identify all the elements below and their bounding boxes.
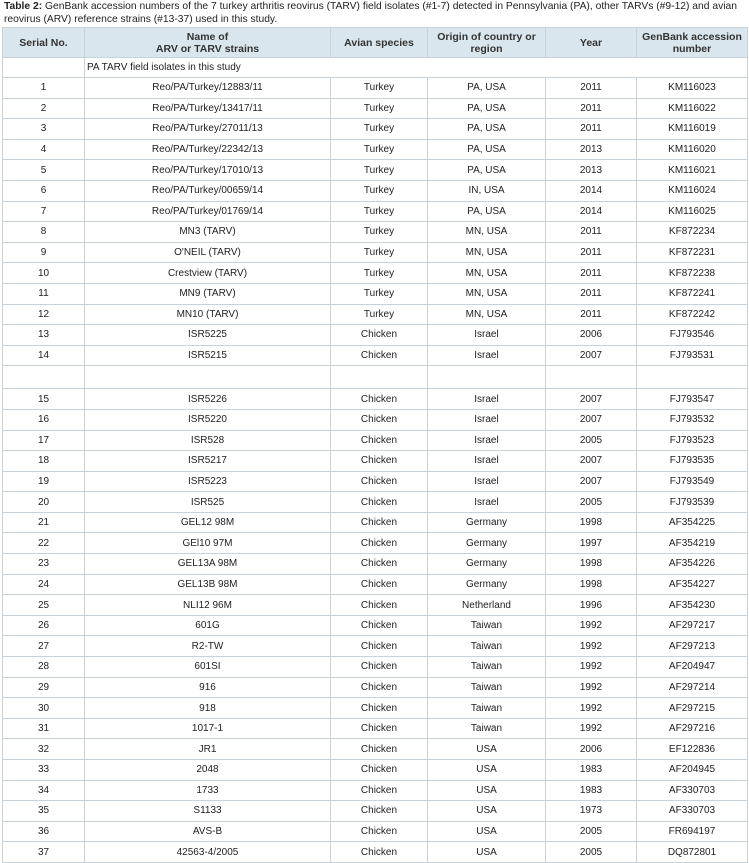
cell-species: Turkey (331, 98, 428, 119)
table-row (3, 242, 748, 263)
cell-serial: 3 (3, 119, 85, 140)
cell-accession: DQ872801 (637, 842, 748, 863)
cell-accession: FR694197 (637, 821, 748, 842)
table-row (3, 430, 748, 451)
cell-strain-name: GEl10 97M (85, 533, 331, 554)
cell-strain-name: ISR5226 (85, 389, 331, 410)
cell-species: Chicken (331, 780, 428, 801)
cell-origin: Taiwan (428, 657, 546, 678)
cell-year: 1992 (546, 677, 637, 698)
cell-serial: 5 (3, 160, 85, 181)
cell-strain-name: Reo/PA/Turkey/22342/13 (85, 139, 331, 160)
cell-year: 2007 (546, 451, 637, 472)
cell-origin: Germany (428, 533, 546, 554)
cell-year: 2005 (546, 821, 637, 842)
cell-strain-name: O'NEIL (TARV) (85, 242, 331, 263)
cell-serial: 4 (3, 139, 85, 160)
cell-origin: Taiwan (428, 615, 546, 636)
cell-species: Chicken (331, 512, 428, 533)
cell-species: Chicken (331, 718, 428, 739)
cell-year: 2011 (546, 222, 637, 243)
header-serial: Serial No. (3, 28, 85, 58)
cell-species: Chicken (331, 533, 428, 554)
cell-accession: KM116019 (637, 119, 748, 140)
cell-strain-name: S1133 (85, 801, 331, 822)
cell-origin: PA, USA (428, 160, 546, 181)
cell-origin: Israel (428, 325, 546, 346)
table-row (3, 119, 748, 140)
cell-species: Chicken (331, 325, 428, 346)
cell-year: 2011 (546, 119, 637, 140)
cell-origin: PA, USA (428, 119, 546, 140)
cell-species: Chicken (331, 657, 428, 678)
cell-origin: PA, USA (428, 139, 546, 160)
cell-serial: 33 (3, 760, 85, 781)
cell-species: Turkey (331, 119, 428, 140)
table-caption (0, 0, 749, 27)
cell-species: Chicken (331, 345, 428, 366)
cell-year: 2006 (546, 739, 637, 760)
table-row (3, 801, 748, 822)
cell-serial: 25 (3, 595, 85, 616)
cell-origin: USA (428, 842, 546, 863)
cell-strain-name: Reo/PA/Turkey/12883/11 (85, 78, 331, 99)
cell-strain-name: Crestview (TARV) (85, 263, 331, 284)
cell-serial: 1 (3, 78, 85, 99)
cell-origin: Israel (428, 451, 546, 472)
cell-year: 1992 (546, 718, 637, 739)
header-species: Avian species (331, 28, 428, 58)
cell-accession: AF354219 (637, 533, 748, 554)
cell-origin: Taiwan (428, 636, 546, 657)
cell-serial: 13 (3, 325, 85, 346)
cell-accession: KF872231 (637, 242, 748, 263)
cell-serial: 27 (3, 636, 85, 657)
cell-serial: 19 (3, 471, 85, 492)
cell-origin: USA (428, 801, 546, 822)
cell-accession: AF330703 (637, 780, 748, 801)
cell-serial: 30 (3, 698, 85, 719)
cell-accession: AF354230 (637, 595, 748, 616)
table-row (3, 283, 748, 304)
cell-strain-name: ISR5217 (85, 451, 331, 472)
table-row (3, 345, 748, 366)
cell-species: Chicken (331, 389, 428, 410)
table-row (3, 492, 748, 513)
cell-serial: 35 (3, 801, 85, 822)
cell-serial: 9 (3, 242, 85, 263)
cell-origin: MN, USA (428, 283, 546, 304)
cell-accession: AF330703 (637, 801, 748, 822)
cell-serial: 2 (3, 98, 85, 119)
cell-origin: Israel (428, 471, 546, 492)
cell-strain-name: NLI12 96M (85, 595, 331, 616)
cell-origin: USA (428, 821, 546, 842)
table-row (3, 512, 748, 533)
cell-serial: 23 (3, 554, 85, 575)
cell-origin: USA (428, 739, 546, 760)
table-break-row (3, 366, 748, 389)
cell-origin: Israel (428, 492, 546, 513)
cell-accession: AF297214 (637, 677, 748, 698)
header-name: Name of ARV or TARV strains (85, 28, 331, 58)
table-row (3, 739, 748, 760)
cell-year: 2013 (546, 160, 637, 181)
genbank-table (2, 27, 748, 863)
cell-accession: KF872242 (637, 304, 748, 325)
cell-accession: FJ793531 (637, 345, 748, 366)
cell-accession: FJ793535 (637, 451, 748, 472)
cell-serial: 34 (3, 780, 85, 801)
cell-accession: FJ793523 (637, 430, 748, 451)
cell-year: 2014 (546, 201, 637, 222)
cell-accession: KF872241 (637, 283, 748, 304)
cell-year: 2013 (546, 139, 637, 160)
cell-year: 2011 (546, 78, 637, 99)
cell-accession: KF872234 (637, 222, 748, 243)
table-row (3, 718, 748, 739)
cell-accession: AF297216 (637, 718, 748, 739)
cell-species: Chicken (331, 698, 428, 719)
cell-year: 1992 (546, 636, 637, 657)
cell-year: 1983 (546, 780, 637, 801)
table-row (3, 615, 748, 636)
cell-species: Turkey (331, 160, 428, 181)
cell-strain-name: ISR528 (85, 430, 331, 451)
cell-year: 2007 (546, 345, 637, 366)
cell-accession: FJ793547 (637, 389, 748, 410)
table-row (3, 304, 748, 325)
cell-species: Turkey (331, 263, 428, 284)
cell-origin: MN, USA (428, 263, 546, 284)
cell-species: Chicken (331, 471, 428, 492)
cell-serial: 10 (3, 263, 85, 284)
cell-year: 2005 (546, 492, 637, 513)
cell-origin: IN, USA (428, 180, 546, 201)
cell-accession: FJ793539 (637, 492, 748, 513)
cell-serial: 15 (3, 389, 85, 410)
table-row (3, 471, 748, 492)
cell-strain-name: ISR5215 (85, 345, 331, 366)
cell-year: 2011 (546, 98, 637, 119)
cell-strain-name: Reo/PA/Turkey/13417/11 (85, 98, 331, 119)
cell-accession: KM116022 (637, 98, 748, 119)
cell-origin: PA, USA (428, 201, 546, 222)
table-row (3, 698, 748, 719)
cell-year: 2007 (546, 471, 637, 492)
cell-species: Chicken (331, 574, 428, 595)
cell-species: Chicken (331, 595, 428, 616)
table-row (3, 821, 748, 842)
cell-origin: Germany (428, 574, 546, 595)
cell-strain-name: 1733 (85, 780, 331, 801)
cell-serial: 31 (3, 718, 85, 739)
cell-serial: 8 (3, 222, 85, 243)
cell-accession: AF354227 (637, 574, 748, 595)
cell-serial: 36 (3, 821, 85, 842)
cell-serial: 20 (3, 492, 85, 513)
header-year: Year (546, 28, 637, 58)
cell-strain-name: 42563-4/2005 (85, 842, 331, 863)
table-row (3, 78, 748, 99)
cell-year: 1992 (546, 657, 637, 678)
header-origin: Origin of country or region (428, 28, 546, 58)
cell-origin: MN, USA (428, 222, 546, 243)
cell-serial: 26 (3, 615, 85, 636)
cell-origin: Taiwan (428, 677, 546, 698)
table-row (3, 389, 748, 410)
cell-accession: FJ793546 (637, 325, 748, 346)
caption-label: Table 2: (4, 1, 43, 12)
cell-origin: PA, USA (428, 78, 546, 99)
table-row (3, 222, 748, 243)
cell-year: 1973 (546, 801, 637, 822)
cell-origin: Israel (428, 409, 546, 430)
cell-species: Turkey (331, 180, 428, 201)
cell-serial: 32 (3, 739, 85, 760)
cell-strain-name: Reo/PA/Turkey/00659/14 (85, 180, 331, 201)
cell-origin: Israel (428, 345, 546, 366)
cell-origin: MN, USA (428, 242, 546, 263)
cell-strain-name: Reo/PA/Turkey/17010/13 (85, 160, 331, 181)
cell-species: Chicken (331, 760, 428, 781)
cell-origin: Netherland (428, 595, 546, 616)
cell-strain-name: AVS-B (85, 821, 331, 842)
cell-year: 2011 (546, 283, 637, 304)
cell-origin: USA (428, 760, 546, 781)
cell-year: 1997 (546, 533, 637, 554)
cell-origin: Taiwan (428, 698, 546, 719)
cell-strain-name: 2048 (85, 760, 331, 781)
cell-year: 2011 (546, 304, 637, 325)
cell-accession: FJ793532 (637, 409, 748, 430)
cell-year: 2007 (546, 389, 637, 410)
cell-origin: Germany (428, 512, 546, 533)
cell-serial: 17 (3, 430, 85, 451)
cell-species: Turkey (331, 201, 428, 222)
cell-accession: AF297217 (637, 615, 748, 636)
table-row (3, 574, 748, 595)
table-row (3, 677, 748, 698)
cell-strain-name: MN3 (TARV) (85, 222, 331, 243)
table-row (3, 139, 748, 160)
cell-year: 1998 (546, 574, 637, 595)
table-row (3, 760, 748, 781)
table-row (3, 180, 748, 201)
cell-accession: AF297215 (637, 698, 748, 719)
cell-strain-name: 916 (85, 677, 331, 698)
cell-serial: 29 (3, 677, 85, 698)
cell-serial: 37 (3, 842, 85, 863)
cell-strain-name: GEL13A 98M (85, 554, 331, 575)
cell-accession: AF354225 (637, 512, 748, 533)
cell-species: Chicken (331, 739, 428, 760)
cell-species: Chicken (331, 636, 428, 657)
cell-accession: KM116024 (637, 180, 748, 201)
section-label: PA TARV field isolates in this study (85, 58, 748, 78)
cell-species: Turkey (331, 222, 428, 243)
cell-origin: Israel (428, 430, 546, 451)
cell-origin: MN, USA (428, 304, 546, 325)
section-row (3, 58, 748, 78)
table-row (3, 657, 748, 678)
cell-accession: AF297213 (637, 636, 748, 657)
cell-strain-name: 601G (85, 615, 331, 636)
cell-origin: USA (428, 780, 546, 801)
cell-strain-name: ISR5223 (85, 471, 331, 492)
cell-origin: Germany (428, 554, 546, 575)
table-row (3, 780, 748, 801)
cell-strain-name: JR1 (85, 739, 331, 760)
cell-serial: 18 (3, 451, 85, 472)
cell-accession: KM116025 (637, 201, 748, 222)
cell-strain-name: Reo/PA/Turkey/01769/14 (85, 201, 331, 222)
cell-accession: AF204945 (637, 760, 748, 781)
cell-strain-name: MN10 (TARV) (85, 304, 331, 325)
cell-year: 2007 (546, 409, 637, 430)
table-row (3, 554, 748, 575)
table-row (3, 451, 748, 472)
table-row (3, 595, 748, 616)
cell-serial: 12 (3, 304, 85, 325)
table-row (3, 533, 748, 554)
cell-year: 2011 (546, 263, 637, 284)
table-row (3, 263, 748, 284)
cell-species: Chicken (331, 409, 428, 430)
cell-accession: KM116021 (637, 160, 748, 181)
cell-strain-name: ISR525 (85, 492, 331, 513)
cell-strain-name: GEL13B 98M (85, 574, 331, 595)
cell-species: Turkey (331, 78, 428, 99)
cell-year: 1998 (546, 512, 637, 533)
cell-year: 2005 (546, 842, 637, 863)
cell-year: 1983 (546, 760, 637, 781)
table-row (3, 842, 748, 863)
header-genbank: GenBank accession number (637, 28, 748, 58)
header-row (3, 28, 748, 58)
cell-year: 1998 (546, 554, 637, 575)
cell-accession: KF872238 (637, 263, 748, 284)
cell-serial: 22 (3, 533, 85, 554)
cell-accession: KM116020 (637, 139, 748, 160)
cell-species: Chicken (331, 677, 428, 698)
table-row (3, 636, 748, 657)
cell-species: Turkey (331, 139, 428, 160)
cell-species: Chicken (331, 451, 428, 472)
cell-species: Chicken (331, 615, 428, 636)
cell-strain-name: MN9 (TARV) (85, 283, 331, 304)
cell-serial: 14 (3, 345, 85, 366)
cell-accession: FJ793549 (637, 471, 748, 492)
cell-year: 2006 (546, 325, 637, 346)
cell-origin: PA, USA (428, 98, 546, 119)
cell-serial: 7 (3, 201, 85, 222)
table-row (3, 98, 748, 119)
cell-strain-name: 918 (85, 698, 331, 719)
cell-strain-name: 1017-1 (85, 718, 331, 739)
cell-species: Chicken (331, 492, 428, 513)
cell-strain-name: R2-TW (85, 636, 331, 657)
cell-accession: KM116023 (637, 78, 748, 99)
cell-strain-name: ISR5225 (85, 325, 331, 346)
cell-origin: Israel (428, 389, 546, 410)
cell-serial: 21 (3, 512, 85, 533)
cell-serial: 6 (3, 180, 85, 201)
cell-species: Turkey (331, 304, 428, 325)
cell-accession: EF122836 (637, 739, 748, 760)
cell-year: 1996 (546, 595, 637, 616)
caption-text: GenBank accession numbers of the 7 turkey arthritis reovirus (TARV) field isolates (#1-7) detected in Pennsylvania (PA), other TARVs (#9-12) and avian reovirus (ARV) reference strains (#13-37) used in this study. (4, 1, 737, 25)
cell-strain-name: Reo/PA/Turkey/27011/13 (85, 119, 331, 140)
table-row (3, 201, 748, 222)
table-row (3, 325, 748, 346)
cell-strain-name: 601SI (85, 657, 331, 678)
table-row (3, 409, 748, 430)
cell-accession: AF354226 (637, 554, 748, 575)
cell-species: Turkey (331, 283, 428, 304)
cell-serial: 16 (3, 409, 85, 430)
cell-serial: 28 (3, 657, 85, 678)
cell-year: 2011 (546, 242, 637, 263)
cell-year: 2014 (546, 180, 637, 201)
cell-species: Chicken (331, 842, 428, 863)
cell-serial: 11 (3, 283, 85, 304)
cell-accession: AF204947 (637, 657, 748, 678)
cell-year: 1992 (546, 615, 637, 636)
cell-year: 2005 (546, 430, 637, 451)
cell-species: Chicken (331, 801, 428, 822)
cell-strain-name: GEL12 98M (85, 512, 331, 533)
cell-species: Chicken (331, 430, 428, 451)
cell-strain-name: ISR5220 (85, 409, 331, 430)
cell-origin: Taiwan (428, 718, 546, 739)
cell-year: 1992 (546, 698, 637, 719)
cell-serial: 24 (3, 574, 85, 595)
cell-species: Chicken (331, 821, 428, 842)
cell-species: Turkey (331, 242, 428, 263)
table-row (3, 160, 748, 181)
cell-species: Chicken (331, 554, 428, 575)
